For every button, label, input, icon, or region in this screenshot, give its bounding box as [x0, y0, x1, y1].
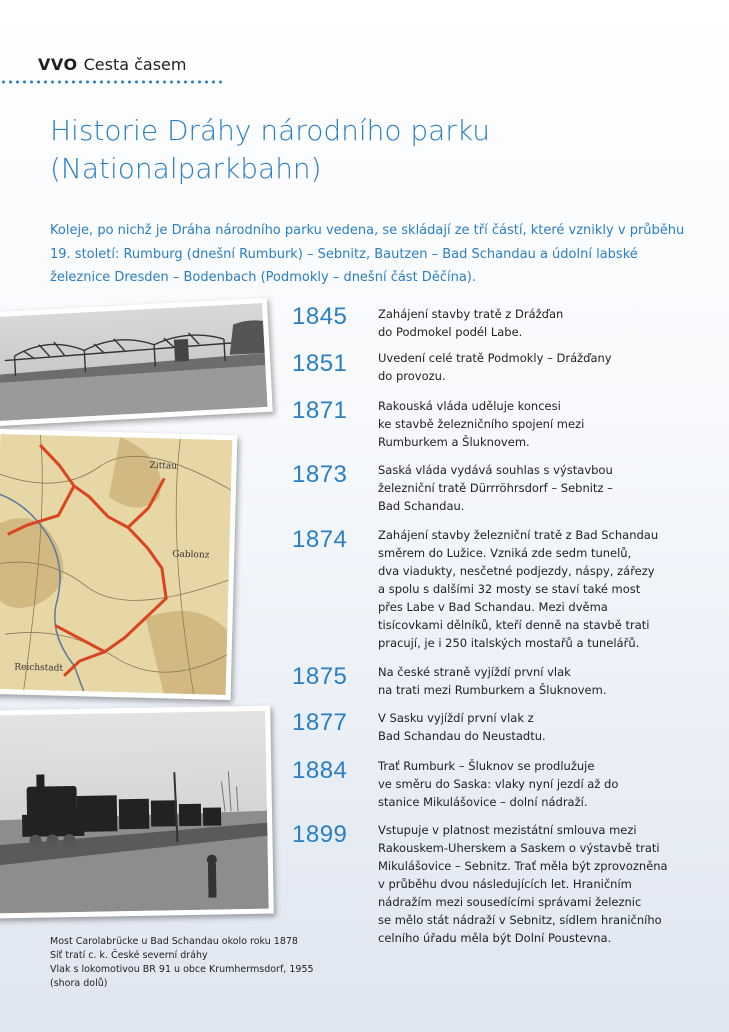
svg-text:Zittau: Zittau — [149, 460, 178, 472]
timeline-text: Rakouská vláda uděluje koncesi ke stavbě železničního spojení mezi Rumburkem a Šluknovem. — [378, 399, 585, 449]
railway-map-photo — [0, 429, 237, 700]
photo-caption: Most Carolabrücke u Bad Schandau okolo roku 1878 Síť tratí c. k. České severní dráhy Vlak s lokomotivou BR 91 u obce Krumhermsdorf, 1955 (shora dolů) — [50, 936, 314, 989]
timeline-text: Zahájení stavby tratě z Drážďan do Podmokel podél Labe. — [378, 307, 564, 339]
page-header — [38, 55, 186, 74]
timeline-text: V Sasku vyjíždí první vlak z Bad Schandau do Neustadtu. — [378, 711, 546, 743]
brand-label: VVO — [38, 55, 78, 74]
timeline-text: Saská vláda vydává souhlas s výstavbou železniční tratě Dürrröhrsdorf – Sebnitz – Bad Schandau. — [378, 463, 613, 513]
timeline-year: 1873 — [292, 461, 348, 488]
timeline-text: Uvedení celé tratě Podmokly – Drážďany do provozu. — [378, 351, 612, 383]
timeline-text: Zahájení stavby železniční tratě z Bad Schandau směrem do Lužice. Vzniká zde sedm tunelů, dva viadukty, nesčetné podjezdy, náspy, zářezy a spolu s dalšími 32 mosty se staví také most přes Labe v Bad Schandau. Mezi dvěma tisícovkami dělníků, kteří denně na stavbě trati pracují, je i 250 italských mostařů a tunelářů. — [378, 528, 659, 650]
timeline-text: Vstupuje v platnost mezistátní smlouva mezi Rakouskem-Uherskem a Saskem o výstavbě trati Mikulášovice – Sebnitz. Trať měla být zprovozněna v průběhu dvou následujících let. Hraničním nádražím mezi sousedícími správami železnic se mělo stát nádraží v Sebnitz, sídlem hraničního celního úřadu měla být Dolní Poustevna. — [378, 823, 668, 945]
train-photo — [0, 706, 274, 919]
svg-text:Reichstadt: Reichstadt — [14, 662, 64, 674]
timeline-text: Trať Rumburk – Šluknov se prodlužuje ve směru do Saska: vlaky nyní jezdí až do stanice Mikulášovice – dolní nádraží. — [378, 759, 619, 809]
bridge-photo — [0, 298, 273, 426]
timeline-year: 1851 — [292, 350, 348, 377]
timeline-year: 1875 — [292, 663, 348, 690]
svg-text:Gablonz: Gablonz — [172, 549, 210, 561]
timeline-year: 1845 — [292, 303, 348, 330]
timeline-year: 1871 — [292, 397, 348, 424]
timeline-year: 1877 — [292, 709, 348, 736]
timeline-year: 1884 — [292, 757, 348, 784]
dotted-divider — [0, 80, 225, 84]
section-label: Cesta časem — [83, 55, 187, 74]
intro-paragraph: Koleje, po nichž je Dráha národního parku vedena, se skládají ze tří částí, které vznikly v průběhu 19. století: Rumburg (dnešní Rumburk) – Sebnitz, Bautzen – Bad Schandau a údolní labské železnice Dresden – Bodenbach (Podmokly – dnešní část Děčína). — [50, 223, 685, 285]
timeline-year: 1874 — [292, 526, 348, 553]
timeline-text: Na české straně vyjíždí první vlak na trati mezi Rumburkem a Šluknovem. — [378, 665, 607, 697]
timeline-year: 1899 — [292, 821, 348, 848]
page-title: Historie Dráhy národního parku (Nationalparkbahn) — [50, 114, 490, 185]
